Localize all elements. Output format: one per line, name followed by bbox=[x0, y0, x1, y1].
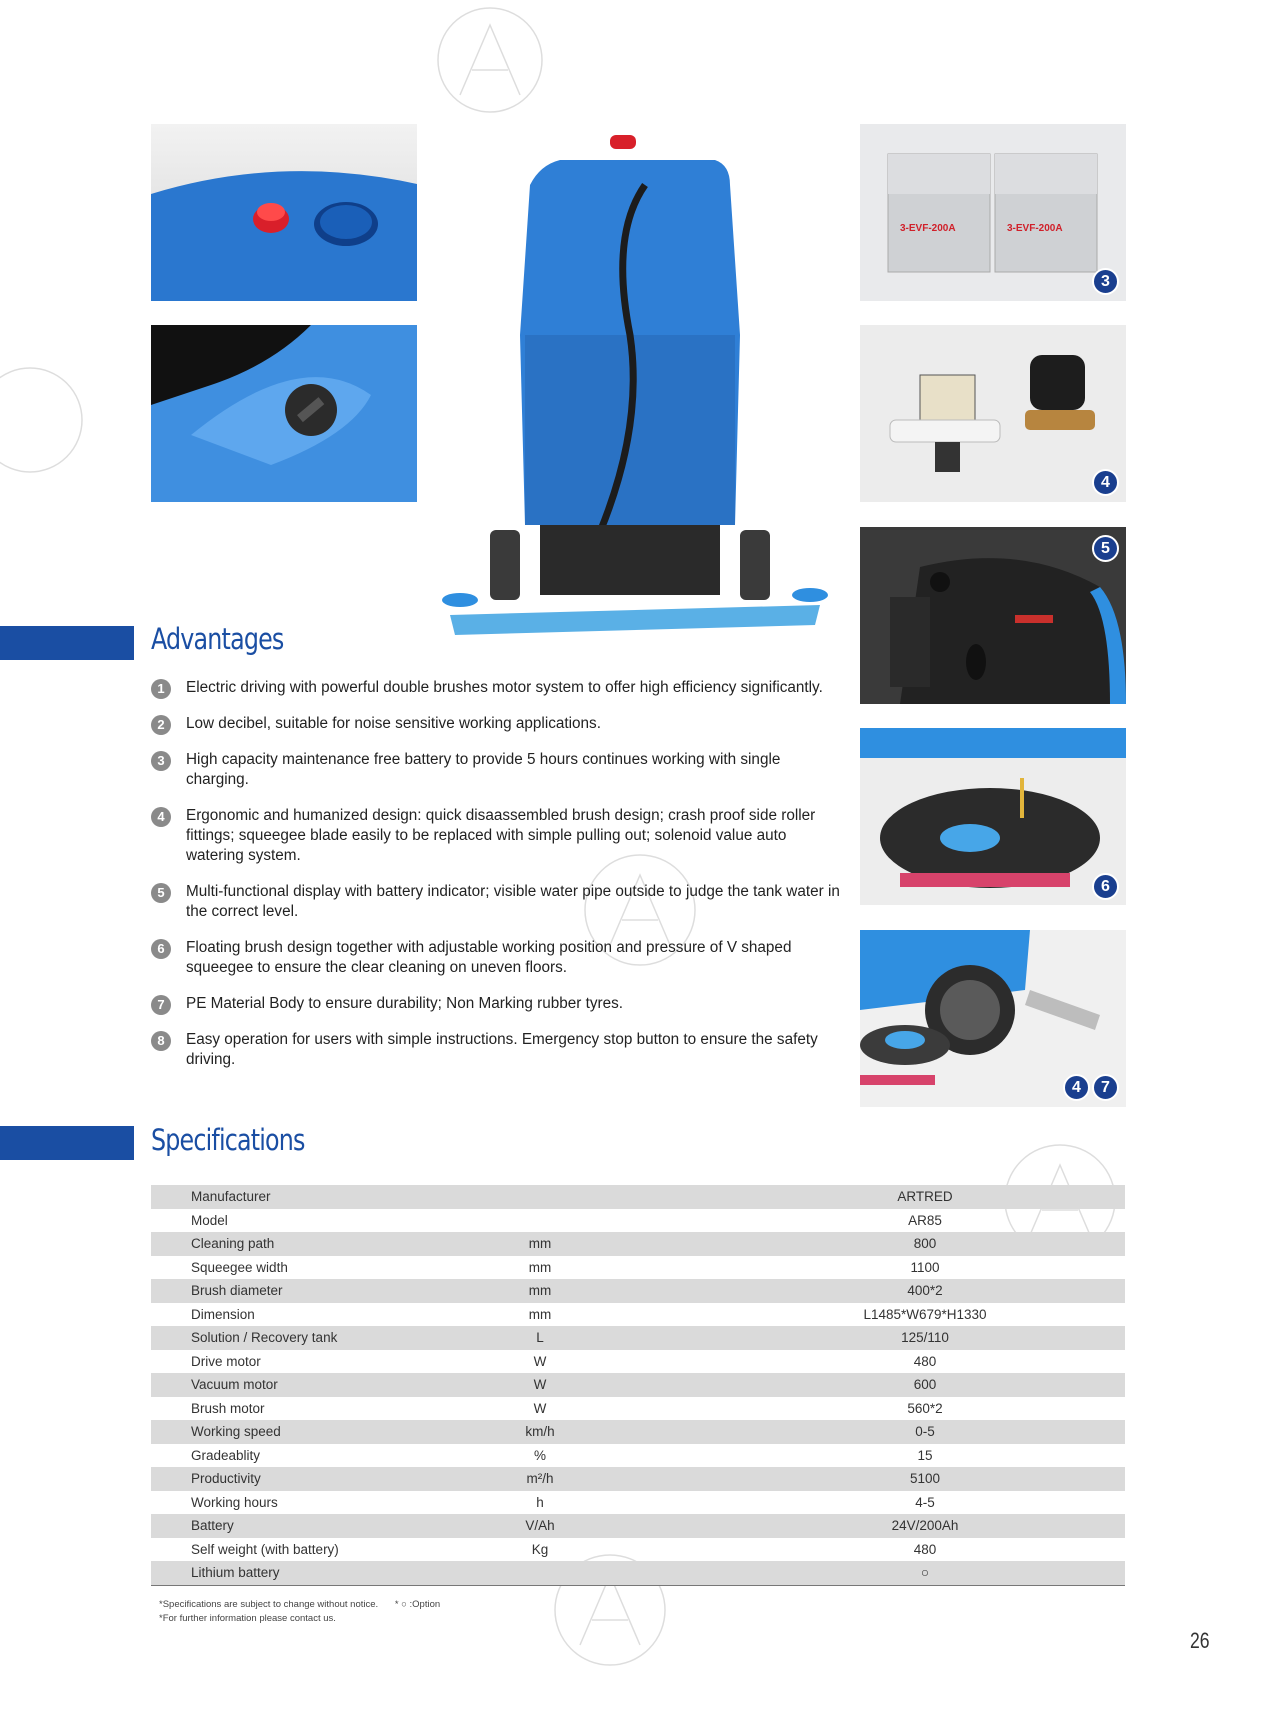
battery-label: 3-EVF-200A bbox=[900, 223, 956, 234]
advantage-text: Electric driving with powerful double brushes motor system to offer high efficiency significantly. bbox=[186, 679, 823, 696]
photo-solenoid-valve bbox=[860, 325, 1126, 502]
spec-value: 5100 bbox=[595, 1467, 1125, 1491]
spec-name: Brush motor bbox=[191, 1400, 265, 1416]
advantage-number: 5 bbox=[151, 883, 171, 903]
photo-control-panel bbox=[860, 527, 1126, 704]
spec-row bbox=[151, 1326, 1125, 1350]
spec-value: 480 bbox=[913, 1353, 937, 1369]
page-number: 26 bbox=[1190, 1628, 1210, 1653]
watermark-logo bbox=[0, 360, 160, 520]
spec-value: 400*2 bbox=[595, 1279, 1125, 1303]
advantage-item bbox=[151, 750, 841, 790]
photo-badge: 4 bbox=[1063, 1074, 1090, 1101]
spec-value: 125/110 bbox=[595, 1326, 1125, 1350]
spec-unit: mm bbox=[528, 1259, 552, 1275]
spec-value: 600 bbox=[595, 1373, 1125, 1397]
spec-unit: Kg bbox=[531, 1541, 549, 1557]
footnote-text: *Specifications are subject to change without notice. bbox=[159, 1599, 379, 1610]
spec-unit: km/h bbox=[485, 1420, 595, 1444]
specifications-bar bbox=[0, 1126, 134, 1160]
spec-name: Working speed bbox=[151, 1420, 485, 1444]
spec-value: L1485*W679*H1330 bbox=[863, 1306, 987, 1322]
spec-row bbox=[151, 1467, 1125, 1491]
spec-row bbox=[151, 1397, 1125, 1421]
spec-unit: W bbox=[485, 1373, 595, 1397]
advantage-item bbox=[151, 1030, 841, 1070]
photo-badge: 4 bbox=[1092, 469, 1119, 496]
photo-badge: 5 bbox=[1092, 535, 1119, 562]
spec-value: 480 bbox=[913, 1541, 937, 1557]
spec-name: Dimension bbox=[191, 1306, 255, 1322]
spec-row bbox=[151, 1279, 1125, 1303]
advantage-number: 7 bbox=[151, 995, 171, 1015]
spec-unit bbox=[485, 1561, 595, 1585]
footnote bbox=[159, 1599, 440, 1610]
spec-row bbox=[151, 1538, 1125, 1562]
photo-badge: 3 bbox=[1092, 268, 1119, 295]
advantage-text: Easy operation for users with simple instructions. Emergency stop button to ensure the safety driving. bbox=[186, 1031, 818, 1068]
advantage-number: 6 bbox=[151, 939, 171, 959]
spec-row bbox=[151, 1185, 1125, 1209]
spec-row bbox=[151, 1350, 1125, 1374]
advantage-text: Floating brush design together with adjustable working position and pressure of V shaped squeegee to ensure the clear cleaning on uneven floors. bbox=[186, 939, 792, 976]
spec-value: 4-5 bbox=[915, 1494, 935, 1510]
spec-unit: h bbox=[536, 1494, 544, 1510]
photo-badge: 7 bbox=[1092, 1074, 1119, 1101]
advantages-title: Advantages bbox=[151, 622, 284, 656]
advantage-number: 8 bbox=[151, 1031, 171, 1051]
advantage-item bbox=[151, 678, 841, 698]
spec-name: Solution / Recovery tank bbox=[151, 1326, 485, 1350]
footnote-option: * ○ :Option bbox=[394, 1599, 441, 1610]
photo-battery bbox=[860, 124, 1126, 301]
spec-unit: W bbox=[533, 1400, 547, 1416]
spec-value: 800 bbox=[595, 1232, 1125, 1256]
advantage-text: PE Material Body to ensure durability; Non Marking rubber tyres. bbox=[186, 995, 624, 1012]
spec-unit: V/Ah bbox=[485, 1514, 595, 1538]
spec-name: Gradeablity bbox=[191, 1447, 261, 1463]
advantages-bar bbox=[0, 626, 134, 660]
spec-name: Productivity bbox=[151, 1467, 485, 1491]
spec-unit: mm bbox=[485, 1279, 595, 1303]
advantage-item bbox=[151, 938, 841, 978]
spec-row bbox=[151, 1420, 1125, 1444]
advantage-text: Ergonomic and humanized design: quick disaassembled brush design; crash proof side roller fittings; squeegee blade easily to be replaced with simple pulling out; solenoid value auto watering system. bbox=[186, 807, 816, 864]
spec-row bbox=[151, 1209, 1125, 1233]
advantage-number: 1 bbox=[151, 679, 171, 699]
spec-name: Model bbox=[191, 1212, 228, 1228]
spec-name: Squeegee width bbox=[191, 1259, 288, 1275]
spec-value: AR85 bbox=[908, 1212, 942, 1228]
spec-name: Battery bbox=[151, 1514, 485, 1538]
spec-value: 560*2 bbox=[907, 1400, 943, 1416]
photo-tank-lid bbox=[151, 124, 417, 301]
advantage-text: Multi-functional display with battery indicator; visible water pipe outside to judge the tank water in the correct level. bbox=[186, 883, 840, 920]
specifications-table bbox=[151, 1185, 1125, 1586]
spec-unit: W bbox=[533, 1353, 547, 1369]
spec-row bbox=[151, 1256, 1125, 1280]
spec-row bbox=[151, 1514, 1125, 1538]
spec-name: Vacuum motor bbox=[151, 1373, 485, 1397]
spec-name: Brush diameter bbox=[151, 1279, 485, 1303]
spec-value: 15 bbox=[917, 1447, 933, 1463]
advantage-item bbox=[151, 714, 841, 734]
spec-unit: mm bbox=[485, 1232, 595, 1256]
spec-value: ○ bbox=[595, 1561, 1125, 1585]
spec-row bbox=[151, 1373, 1125, 1397]
spec-unit: % bbox=[533, 1447, 546, 1463]
battery-label: 3-EVF-200A bbox=[1007, 223, 1063, 234]
advantage-item bbox=[151, 994, 841, 1014]
advantage-number: 3 bbox=[151, 751, 171, 771]
spec-row bbox=[151, 1491, 1125, 1515]
spec-name: Drive motor bbox=[191, 1353, 261, 1369]
advantage-text: Low decibel, suitable for noise sensitive working applications. bbox=[186, 715, 601, 732]
advantage-number: 2 bbox=[151, 715, 171, 735]
spec-name: Working hours bbox=[191, 1494, 278, 1510]
spec-name: Self weight (with battery) bbox=[191, 1541, 339, 1557]
spec-row bbox=[151, 1232, 1125, 1256]
advantage-item bbox=[151, 806, 841, 866]
advantage-text: High capacity maintenance free battery to provide 5 hours continues working with single charging. bbox=[186, 751, 781, 788]
spec-unit: mm bbox=[528, 1306, 552, 1322]
spec-row bbox=[151, 1561, 1125, 1585]
spec-name: Cleaning path bbox=[151, 1232, 485, 1256]
spec-value: 1100 bbox=[910, 1259, 940, 1275]
spec-value: 0-5 bbox=[595, 1420, 1125, 1444]
photo-brush-deck bbox=[860, 728, 1126, 905]
advantage-item bbox=[151, 882, 841, 922]
advantages-list bbox=[151, 678, 841, 1086]
advantage-number: 4 bbox=[151, 807, 171, 827]
spec-value: ARTRED bbox=[595, 1185, 1125, 1209]
specifications-title: Specifications bbox=[151, 1123, 305, 1157]
spec-name: Manufacturer bbox=[151, 1185, 485, 1209]
spec-unit: m²/h bbox=[485, 1467, 595, 1491]
footnote: *For further information please contact us. bbox=[159, 1613, 336, 1624]
photo-machine-rear bbox=[430, 135, 830, 635]
spec-value: 24V/200Ah bbox=[595, 1514, 1125, 1538]
spec-unit: L bbox=[485, 1326, 595, 1350]
spec-unit bbox=[485, 1185, 595, 1209]
spec-row bbox=[151, 1444, 1125, 1468]
spec-name: Lithium battery bbox=[151, 1561, 485, 1585]
spec-unit bbox=[485, 1209, 595, 1233]
photo-drain-cap bbox=[151, 325, 417, 502]
spec-row bbox=[151, 1303, 1125, 1327]
photo-badge: 6 bbox=[1092, 873, 1119, 900]
